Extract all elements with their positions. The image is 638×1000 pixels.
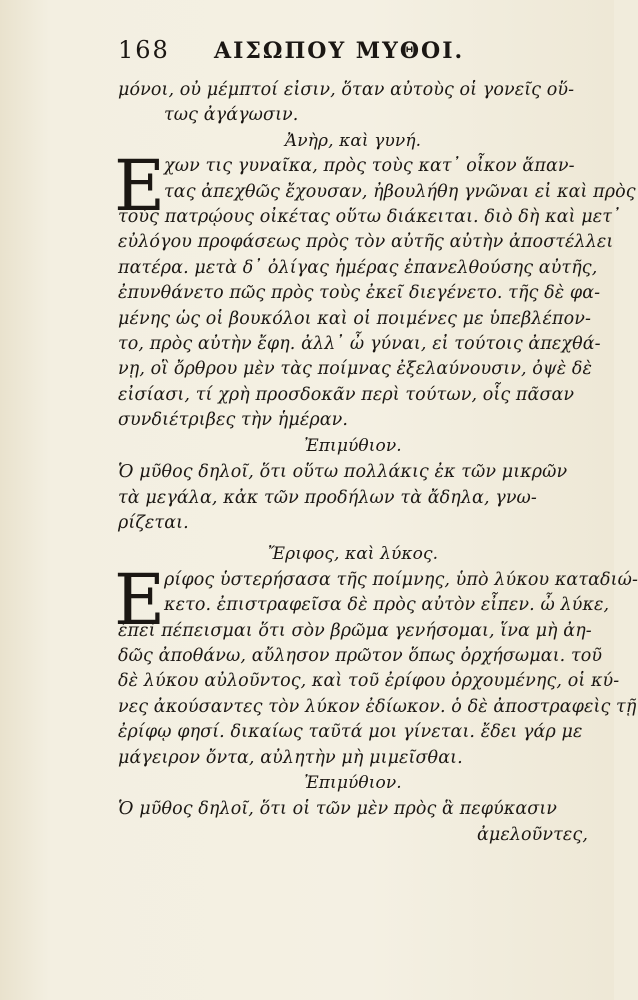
text-line: ἀμελοῦντες,: [476, 824, 588, 845]
text-line: τοὺς πατρῴους οἰκέτας οὕτω διάκειται. διὸ δὴ καὶ μετ᾽: [118, 207, 621, 228]
text-line: χων τις γυναῖκα, πρὸς τοὺς κατ᾽ οἶκον ἅπαν-: [164, 156, 575, 177]
text-line: τως ἀγάγωσιν.: [164, 105, 299, 126]
fable-text: [114, 558, 638, 771]
text-line: ἐπυνθάνετο πῶς πρὸς τοὺς ἐκεῖ διεγένετο. τῆς δὲ φα-: [118, 283, 601, 304]
drop-capital: Ε: [114, 558, 166, 641]
running-title: ΑΙΣΩΠΟΥ ΜΥΘΟΙ.: [214, 38, 465, 64]
text-line: εὐλόγου προφάσεως πρὸς τὸν αὐτῆς αὐτὴν ἀποστέλλει: [118, 232, 614, 253]
text-block: [114, 36, 638, 848]
text-line: μῦθος δηλοῖ, ὅτι οὕτω πολλάκις ἐκ τῶν μικρῶν: [139, 462, 568, 483]
text-line: ἐρίφῳ φησί. δικαίως ταῦτά μοι γίνεται. ἔδει γάρ με: [118, 722, 583, 743]
moral-title: Ἐπιμύθιον.: [304, 772, 402, 793]
text-line: δῶς ἀποθάνω, αὔλησον πρῶτον ὅπως ὀρχήσωμαι. τοῦ: [118, 645, 603, 666]
text-line: πατέρα. μετὰ δ᾽ ὀλίγας ἡμέρας ἐπανελθούσης αὐτῆς,: [118, 257, 598, 278]
moral-text: [118, 796, 588, 848]
running-head: [118, 38, 588, 78]
text-line: το, πρὸς αὐτὴν ἔφη. ἀλλ᾽ ὦ γύναι, εἰ τούτοις ἀπεχθά-: [118, 334, 601, 355]
text-line: συνδιέτριβες τὴν ἡμέραν.: [118, 410, 349, 431]
text-line: κετο. ἐπιστραφεῖσα δὲ πρὸς αὐτὸν εἶπεν. ὦ λύκε,: [164, 595, 610, 616]
text-line: ἐπεὶ πέπεισμαι ὅτι σὸν βρῶμα γενήσομαι, ἵνα μὴ ἀη-: [118, 620, 592, 641]
moral-initial: Ὁ: [118, 461, 134, 483]
fable-title: Ἀνὴρ, καὶ γυνή.: [284, 130, 422, 151]
moral-title: Ἐπιμύθιον.: [304, 435, 402, 456]
fable-text: [114, 145, 636, 433]
text-line: νῃ, οἳ ὄρθρου μὲν τὰς ποίμνας ἐξελαύνουσιν, ὀψὲ δὲ: [118, 359, 593, 380]
text-line: νες ἀκούσαντες τὸν λύκον ἐδίωκον. ὁ δὲ ἀποστραφεὶς τῇ: [118, 696, 637, 717]
text-line: εἰσίασι, τί χρὴ προσδοκᾶν περὶ τούτων, οἷς πᾶσαν: [118, 384, 575, 405]
fable-title: Ἔριφος, καὶ λύκος.: [267, 544, 439, 565]
moral-text: [118, 459, 588, 536]
text-line: μῦθος δηλοῖ, ὅτι οἱ τῶν μὲν πρὸς ἃ πεφύκασιν: [139, 799, 558, 820]
text-line: τας ἀπεχθῶς ἔχουσαν, ἠβουλήθη γνῶναι εἰ καὶ πρὸς: [164, 181, 636, 202]
text-line: μένης ὡς οἱ βουκόλοι καὶ οἱ ποιμένες με ὑπεβλέπον-: [118, 308, 591, 329]
text-line: ρίζεται.: [118, 512, 189, 533]
text-line: μόνοι, οὐ μέμπτοί εἰσιν, ὅταν αὐτοὺς οἱ γονεῖς οὕ-: [118, 80, 575, 100]
page-number: 168: [118, 36, 170, 64]
drop-capital: Ε: [114, 145, 166, 228]
text-line: τὰ μεγάλα, κἀκ τῶν προδήλων τὰ ἄδηλα, γνω-: [118, 487, 537, 508]
intro-passage: [118, 78, 588, 129]
moral-initial: Ὁ: [118, 798, 134, 820]
text-line: δὲ λύκου αὐλοῦντος, καὶ τοῦ ἐρίφου ὀρχουμένης, οἱ κύ-: [118, 671, 620, 692]
text-line: ρίφος ὑστερήσασα τῆς ποίμνης, ὑπὸ λύκου καταδιώ-: [164, 569, 638, 590]
text-line: μάγειρον ὄντα, αὐλητὴν μὴ μιμεῖσθαι.: [118, 747, 463, 768]
